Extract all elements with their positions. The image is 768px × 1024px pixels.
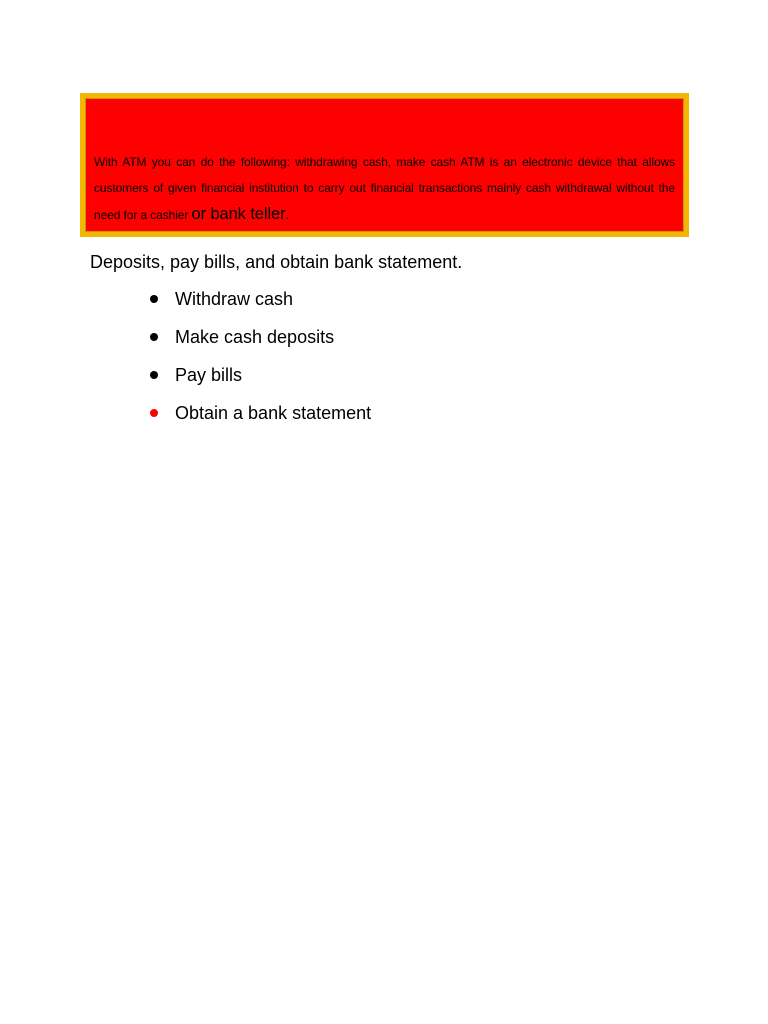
bullet-label: Withdraw cash <box>175 289 294 309</box>
atm-callout-box <box>80 93 689 237</box>
callout-red-fill <box>85 98 684 232</box>
bullet-label: Make cash deposits <box>175 327 335 347</box>
callout-text-main: With ATM you can do the following: withdrawing cash, make cash ATM is an electronic device that allows customers of given financial institution to carry out financial transactions mainly cash withdrawal without the need for a cashier <box>94 155 675 222</box>
bullet-dot-icon <box>150 333 158 341</box>
bullet-dot-icon <box>150 409 158 417</box>
bullet-label: Obtain a bank statement <box>175 403 372 423</box>
bullet-label: Pay bills <box>175 365 243 385</box>
lead-sentence: Deposits, pay bills, and obtain bank statement. <box>90 252 463 272</box>
callout-paragraph <box>94 149 675 228</box>
bullet-dot-icon <box>150 371 158 379</box>
bullet-dot-icon <box>150 295 158 303</box>
callout-text-end: . <box>285 208 289 222</box>
callout-text-large: or bank teller <box>191 205 286 223</box>
